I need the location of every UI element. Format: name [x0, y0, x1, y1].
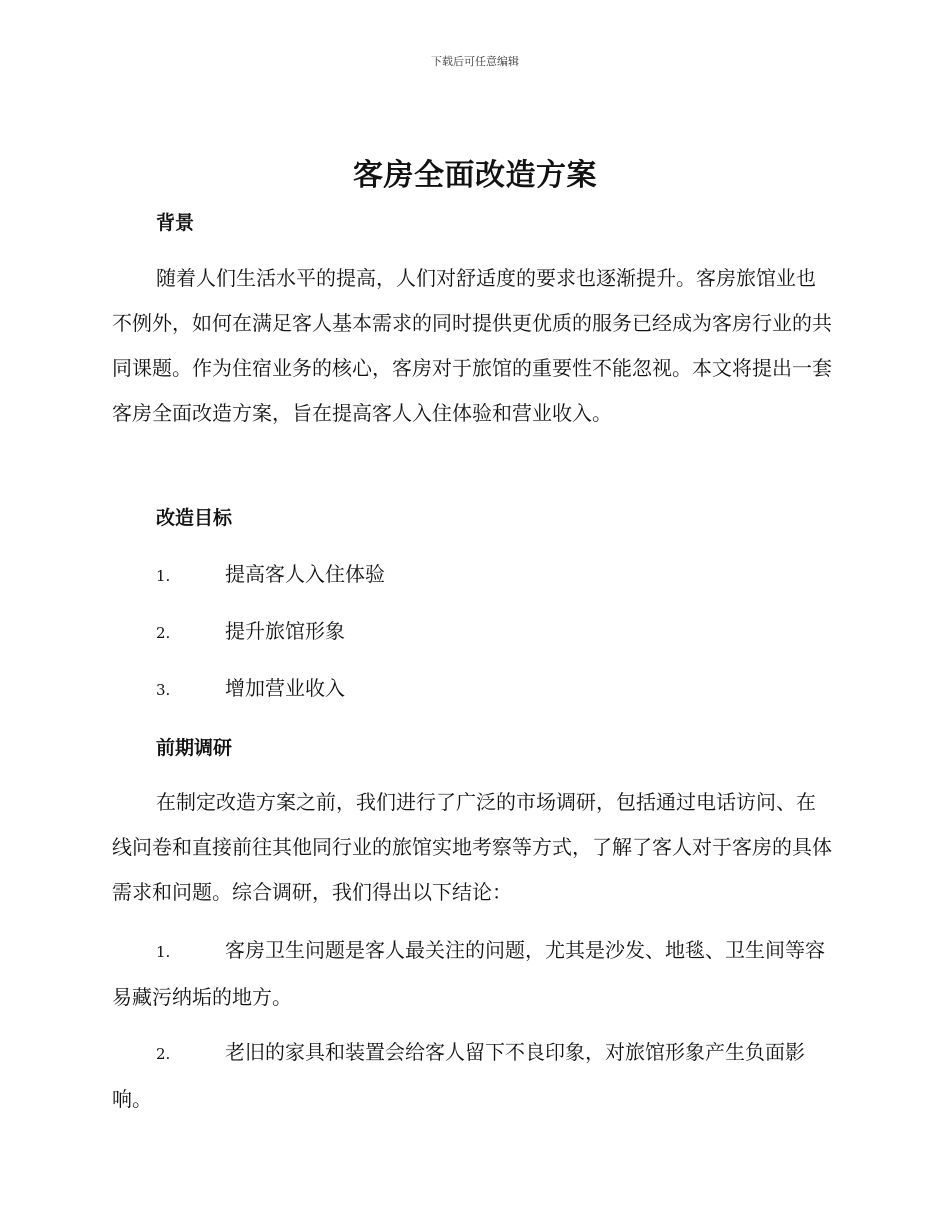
goal-item-number: 3. [156, 681, 171, 699]
finding-item [112, 928, 834, 1020]
background-paragraph: 随着人们生活水平的提高，人们对舒适度的要求也逐渐提升。客房旅馆业也不例外，如何在满足客人基本需求的同时提供更优质的服务已经成为客房行业的共同课题。作为住宿业务的核心，客房对于旅馆的重要性不能忽视。本文将提出一套客房全面改造方案，旨在提高客人入住体验和营业收入。 [112, 266, 832, 425]
goal-item-text: 增加营业收入 [225, 676, 345, 700]
goal-item-text: 提高客人入住体验 [225, 562, 385, 586]
goal-item-text: 提升旅馆形象 [225, 619, 345, 643]
section-heading-goals: 改造目标 [156, 507, 233, 529]
section-heading-background: 背景 [156, 212, 195, 234]
finding-item-number: 1. [156, 943, 171, 961]
goal-item [156, 616, 345, 648]
goal-item [156, 559, 385, 591]
finding-item-number: 2. [156, 1045, 171, 1063]
goal-item-number: 2. [156, 624, 171, 642]
finding-item-text: 客房卫生问题是客人最关注的问题，尤其是沙发、地毯、卫生间等容易藏污纳垢的地方。 [112, 938, 825, 1009]
finding-item [112, 1030, 834, 1122]
goal-item-number: 1. [156, 567, 171, 585]
page-header: 下载后可任意编辑 [431, 55, 519, 68]
section-heading-research: 前期调研 [156, 737, 233, 759]
finding-item-text: 老旧的家具和装置会给客人留下不良印象，对旅馆形象产生负面影响。 [112, 1040, 805, 1111]
goal-item [156, 673, 345, 705]
document-title: 客房全面改造方案 [353, 158, 597, 193]
research-paragraph: 在制定改造方案之前，我们进行了广泛的市场调研，包括通过电话访问、在线问卷和直接前往其他同行业的旅馆实地考察等方式，了解了客人对于客房的具体需求和问题。综合调研，我们得出以下结论： [112, 790, 832, 904]
